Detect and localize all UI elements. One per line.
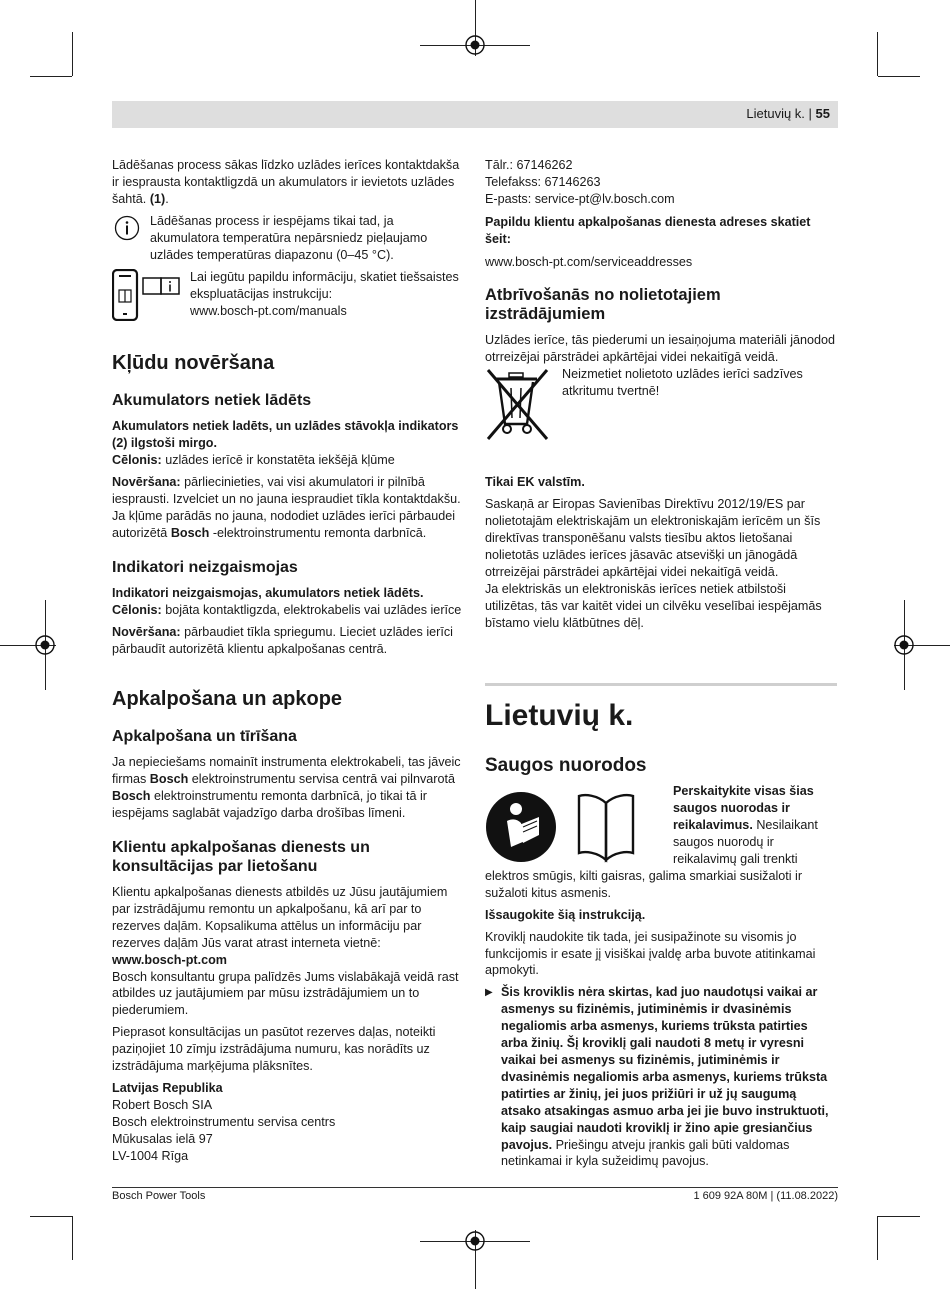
address-line: Bosch elektroinstrumentu servisa centrs [112, 1114, 336, 1129]
crop-mark [877, 32, 878, 76]
lithuanian-title: Lietuvių k. [485, 699, 634, 733]
footer-divider [112, 1187, 838, 1188]
crop-mark [72, 32, 73, 76]
indicators-cause: Cēlonis: bojāta kontaktligzda, elektrokabelis vai uzlādes ierīce [112, 602, 462, 617]
footer-doc-number: 1 609 92A 80M | (11.08.2022) [693, 1190, 838, 1202]
heading-troubleshooting: Kļūdu novēršana [112, 352, 275, 375]
info-note [112, 213, 464, 264]
manuals-link[interactable]: www.bosch-pt.com/manuals [190, 304, 347, 319]
registration-mark-icon [893, 634, 915, 656]
page-header [112, 101, 838, 128]
heading-cleaning: Apkalpošana un tīrīšana [112, 728, 297, 746]
usage-text: Kroviklį naudokite tik tada, jei susipažinote su visomis jo funkcijomis ir esate jį visiškai įvaldę arba buvote atitinkamai apmokyti. [485, 929, 816, 978]
address-line: Mūkusalas ielā 97 [112, 1131, 213, 1146]
indicators-fix: Novēršana: pārbaudiet tīkla spriegumu. Lieciet uzlādes ierīci pārbaudīt autorizētā klientu apkalpošanas centrā. [112, 624, 453, 656]
heading-safety: Saugos nuorodos [485, 755, 647, 777]
crop-mark [30, 1216, 72, 1217]
phone-manual-icon [112, 269, 184, 321]
eu-directive-text: Saskaņā ar Eiropas Savienības Direktīvu 2012/19/ES par nolietotajām elektriskajām un elektroniskajām ierīcēm un šīs direktīvas transponēšanu valsts tiesību aktos lietošanai nolietotās uzlādes ierīces jāsavāc atsevišķi un jānogādā otrreizējai pārstrādei apkārtējai videi nekaitīgā veidā. [485, 497, 821, 579]
bosch-link[interactable]: www.bosch-pt.com [112, 952, 227, 967]
info-icon [114, 215, 140, 241]
customer-service-text: Klientu apkalpošanas dienests atbildēs uz Jūsu jautājumiem par izstrādājumu remontu un apkalpošanu, kā arī par to rezerves daļām. Kopsalikuma attēlus un informāciju par rezerves daļām Jūs varat atrast interneta vietnē: [112, 885, 448, 950]
open-book-icon [577, 789, 635, 863]
header-text: Lietuvių k. | 55 [746, 106, 830, 121]
heading-customer-service: Klientu apkalpošanas dienests un konsultācijas par lietošanu [112, 839, 370, 876]
country-name: Latvijas Republika [112, 1081, 223, 1095]
safety-block [485, 783, 837, 901]
weee-text: Neizmetiet nolietoto uzlādes ierīci sadzīves atkritumu tvertnē! [562, 367, 803, 399]
weee-note [485, 366, 837, 446]
not-charged-fix: Novēršana: pārliecinieties, vai visi akumulatori ir pilnībā iesprausti. Izvelciet un no jauna iespraudiet tīkla kontaktdakšu. Ja kļūme parādās no jauna, nododiet uzlādes ierīci pārbaudei autorizētā Bosch -elektroinstrumentu remonta darbnīcā. [112, 475, 461, 540]
more-addresses: Papildu klientu apkalpošanas dienesta adreses skatiet šeit: [485, 214, 811, 246]
safety-bullet-text: Šis kroviklis nėra skirtas, kad juo naudotųsi vaikai ar asmenys su fizinėmis, jutiminėmis ir dvasinėmis negaliomis arba asmenys, kuriems trūksta patirties arba žinių. Šį kroviklį gali naudoti 8 metų ir vyresni vaikai bei asmenys su fizinėmis, jutiminėmis ir dvasinėmis negaliomis arba asmenys, kuriems trūksta patirties ar žinių, jei juos prižiūri ir už jų saugumą atsako atsakingas asmuo arba jei jie buvo instruktuoti, kaip saugiai naudoti kroviklį ir žino apie gresiančius pavojus. Priešingu atveju įrankis gali būti valdomas netinkamai ir kyla sužeidimų pavojus. [501, 985, 829, 1169]
safety-icons [485, 785, 665, 863]
fax-number: Telefakss: 67146263 [485, 174, 601, 189]
crop-mark [877, 1216, 878, 1260]
triangle-bullet-icon: ▶ [485, 987, 493, 999]
read-manual-icon [485, 791, 557, 863]
eu-hazard-text: Ja elektriskās un elektroniskās ierīces netiek atbilstoši utilizētas, tās var kaitēt videi un cilvēku veselībai iespējamās bīstamo vielu klātbūtnes dēļ. [485, 581, 822, 630]
page-number: 55 [815, 106, 830, 121]
online-manual-note [112, 269, 464, 321]
registration-mark-icon [34, 634, 56, 656]
crossed-bin-icon [485, 366, 551, 442]
header-language: Lietuvių k. [746, 106, 805, 121]
heading-service: Apkalpošana un apkope [112, 688, 343, 711]
crop-mark [878, 1216, 920, 1217]
keep-instructions: Išsaugokite šią instrukciją. [485, 907, 646, 922]
section-divider [485, 683, 837, 686]
cleaning-paragraph: Ja nepieciešams nomainīt instrumenta elektrokabeli, tas jāveic firmas Bosch elektroinstrumentu servisa centrā vai pilnvarotā Bosch elektroinstrumentu remonta darbnīcā, jo tikai tā ir iespējams saglabāt vajadzīgo darba drošības līmeni. [112, 755, 461, 821]
charging-start-paragraph: Lādēšanas process sākas līdzko uzlādes ierīces kontaktdakša ir iesprausta kontaktligzdā un akumulators ir ievietots uzlādes šahtā. (1). [112, 158, 460, 206]
email-address[interactable]: E-pasts: service-pt@lv.bosch.com [485, 191, 675, 206]
indicators-bold: Indikatori neizgaismojas, akumulators netiek lādēts. [112, 585, 424, 600]
crop-mark [72, 1216, 73, 1260]
consultant-text: Bosch konsultantu grupa palīdzēs Jums vislabākajā veidā rast atbildes uz jautājumiem par mūsu izstrādājumiem un to piederumiem. [112, 969, 459, 1018]
right-column [485, 157, 837, 1175]
footer-brand: Bosch Power Tools [112, 1190, 206, 1202]
address-line: LV-1004 Rīga [112, 1148, 189, 1163]
safety-bullet [485, 984, 837, 1175]
crop-mark [30, 76, 72, 77]
eu-only: Tikai EK valstīm. [485, 475, 585, 490]
registration-mark-icon [464, 1230, 486, 1252]
not-charged-bold: Akumulators netiek ladēts, un uzlādes stāvokļa indikators (2) ilgstoši mirgo. [112, 419, 459, 451]
not-charged-cause: Cēlonis: uzlādes ierīcē ir konstatēta iekšējā kļūme [112, 453, 395, 468]
registration-mark-icon [464, 34, 486, 56]
spare-parts-text: Pieprasot konsultācijas un pasūtot rezerves daļas, noteikti paziņojiet 10 zīmju izstrādājuma numuru, kas norādīts uz izstrādājuma marķējuma plāksnītes. [112, 1025, 436, 1074]
address-line: Robert Bosch SIA [112, 1097, 213, 1112]
info-note-text: Lādēšanas process ir iespējams tikai tad, ja akumulatora temperatūra nepārsniedz pieļaujamo uzlādes temperatūras diapazonu (0–45 °C). [150, 213, 428, 262]
heading-battery-not-charged: Akumulators netiek lādēts [112, 392, 312, 410]
crop-mark [878, 76, 920, 77]
safety-intro: Perskaitykite visas šias saugos nuorodas ir reikalavimus. Nesilaikant saugos nuorodų ir reikalavimų gali trenkti elektros smūgis, kilti gaisras, galima smarkiai susižaloti ir sužaloti kitus asmenis. [485, 784, 818, 900]
heading-disposal: Atbrīvošanās no nolietotajiem izstrādājumiem [485, 286, 721, 324]
disposal-text: Uzlādes ierīce, tās piederumi un iesaiņojuma materiāli jānodod otrreizējai pārstrādei apkārtējai videi nekaitīgā veidā. [485, 333, 836, 365]
heading-indicators-off: Indikatori neizgaismojas [112, 558, 298, 576]
phone-number: Tālr.: 67146262 [485, 158, 573, 172]
left-column [112, 157, 464, 1165]
service-addresses-link[interactable]: www.bosch-pt.com/serviceaddresses [485, 254, 693, 269]
online-manual-text: Lai iegūtu papildu informāciju, skatiet tiešsaistes ekspluatācijas instrukciju: www.bosch-pt.com/manuals [190, 269, 464, 320]
